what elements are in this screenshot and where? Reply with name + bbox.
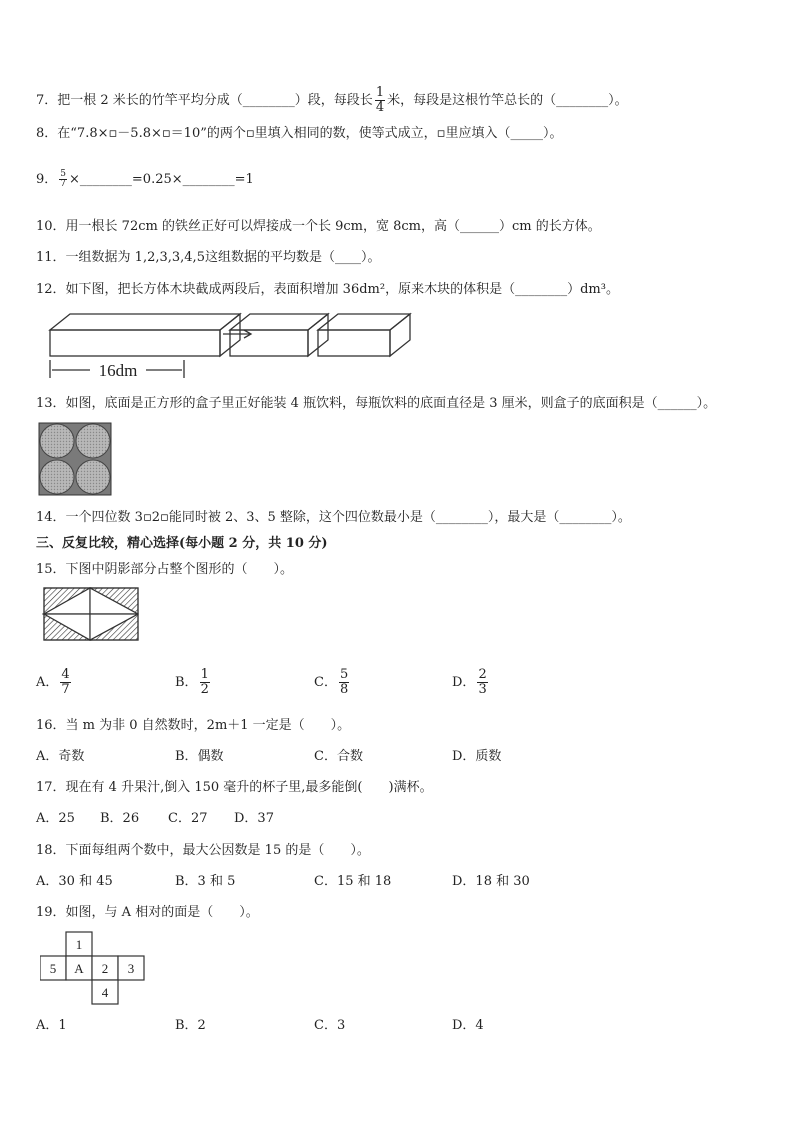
option-fraction (60, 668, 70, 697)
q18-option-b[interactable]: B．3 和 5 (175, 874, 236, 889)
long-cuboid-top (50, 314, 240, 330)
net-label-1: 1 (75, 937, 83, 952)
question-17 (36, 778, 433, 798)
q16-text: 16．当 m 为非 0 自然数时，2m＋1 一定是（ ）。 (36, 718, 351, 733)
net-label-a: A (74, 961, 84, 976)
frac-den: 3 (478, 682, 487, 697)
question-10 (36, 217, 601, 237)
piece2-side (390, 314, 410, 356)
net-label-2: 2 (101, 961, 109, 976)
net-label-3: 3 (127, 961, 135, 976)
q18-text: 18．下面每组两个数中，最大公因数是 15 的是（ ）。 (36, 843, 370, 858)
q16-option-b[interactable]: B．偶数 (175, 749, 224, 764)
q8-text: 8．在“7.8×▫－5.8×▫＝10”的两个▫里填入相同的数，使等式成立，▫里应填入（_____）。 (36, 126, 563, 141)
bottle-bottom-right (76, 460, 110, 494)
net-label-5: 5 (49, 961, 57, 976)
option-label: B． (175, 675, 198, 690)
q17-option-c[interactable]: C．27 (168, 811, 208, 826)
shaded-rectangle-figure (42, 586, 142, 642)
q19-option-d[interactable]: D．4 (452, 1018, 484, 1033)
q13-text: 13．如图，底面是正方形的盒子里正好能装 4 瓶饮料，每瓶饮料的底面直径是 3 厘米，则盒子的底面积是（______）。 (36, 396, 717, 411)
question-11 (36, 248, 380, 268)
question-8 (36, 124, 562, 144)
section-3-heading (36, 534, 328, 554)
q10-text: 10．用一根长 72cm 的铁丝正好可以焊接成一个长 9cm，宽 8cm，高（______）cm 的长方体。 (36, 219, 601, 234)
question-7 (36, 86, 628, 115)
piece2-top (318, 314, 410, 330)
q18-option-d[interactable]: D．18 和 30 (452, 874, 530, 889)
q7-text-post: 米，每段是这根竹竿总长的（________）。 (387, 93, 628, 108)
q17-option-b[interactable]: B．26 (100, 811, 140, 826)
question-14 (36, 508, 631, 528)
q19-option-a[interactable]: A．1 (36, 1018, 67, 1033)
q17-option-d[interactable]: D．37 (234, 811, 274, 826)
option-label: A． (36, 675, 59, 690)
piece2-front (318, 330, 390, 356)
q9-text-pre: 9． (36, 172, 58, 187)
question-12 (36, 280, 619, 300)
q16-option-c[interactable]: C．合数 (314, 749, 363, 764)
q15-option-b[interactable] (175, 668, 212, 697)
q11-text: 11．一组数据为 1,2,3,3,4,5这组数据的平均数是（____）。 (36, 250, 381, 265)
q15-text: 15．下图中阴影部分占整个图形的（ ）。 (36, 562, 294, 577)
option-fraction (477, 668, 487, 697)
question-9 (36, 170, 254, 190)
q9-frac-den: 7 (60, 179, 67, 189)
section-3-title: 三、反复比较，精心选择(每小题 2 分，共 10 分) (36, 536, 328, 551)
cuboid-cut-figure (40, 308, 420, 384)
bottles-in-box-figure (38, 422, 112, 496)
q7-frac-den: 4 (375, 100, 385, 115)
frac-den: 7 (61, 682, 70, 697)
bottle-top-left (40, 424, 74, 458)
q17-option-a[interactable]: A．25 (36, 811, 75, 826)
net-label-4: 4 (101, 985, 109, 1000)
option-label: C． (314, 675, 337, 690)
question-19 (36, 903, 259, 923)
q16-option-d[interactable]: D．质数 (452, 749, 502, 764)
frac-den: 8 (339, 682, 349, 697)
dimension-label: 16dm (98, 361, 138, 380)
q19-text: 19．如图，与 A 相对的面是（ ）。 (36, 905, 259, 920)
option-label: D． (452, 675, 476, 690)
q12-text: 12．如下图，把长方体木块截成两段后，表面积增加 36dm²，原来木块的体积是（________）dm³。 (36, 282, 619, 297)
frac-num: 5 (339, 667, 349, 682)
bottle-top-right (76, 424, 110, 458)
q7-fraction (375, 86, 385, 115)
frac-num: 4 (61, 667, 70, 682)
q9-text-post: ×________=0.25×________=1 (69, 172, 254, 187)
frac-num: 1 (200, 667, 209, 682)
q14-text: 14．一个四位数 3▫2▫能同时被 2、3、5 整除，这个四位数最小是（________），最大是（________）。 (36, 510, 631, 525)
q16-option-a[interactable]: A．奇数 (36, 749, 85, 764)
q15-option-a[interactable] (36, 668, 73, 697)
cube-net-figure (40, 930, 146, 1008)
question-13 (36, 394, 716, 414)
option-fraction (200, 668, 210, 697)
question-15 (36, 560, 293, 580)
bottle-bottom-left (40, 460, 74, 494)
q15-option-d[interactable] (452, 668, 490, 697)
question-16 (36, 716, 350, 736)
piece1-top (230, 314, 328, 330)
q7-frac-num: 1 (375, 85, 385, 100)
frac-den: 2 (200, 682, 209, 697)
question-18 (36, 841, 370, 861)
q7-text-pre: 7．把一根 2 米长的竹竿平均分成（________）段，每段长 (36, 93, 373, 108)
q18-option-a[interactable]: A．30 和 45 (36, 874, 113, 889)
option-fraction (339, 668, 349, 697)
q9-fraction (59, 170, 67, 189)
q15-option-c[interactable] (314, 668, 351, 697)
q19-option-c[interactable]: C．3 (314, 1018, 346, 1033)
q19-option-b[interactable]: B．2 (175, 1018, 206, 1033)
long-cuboid-front (50, 330, 220, 356)
q17-text: 17．现在有 4 升果汁,倒入 150 毫升的杯子里,最多能倒( )满杯。 (36, 780, 433, 795)
q9-frac-num: 5 (60, 169, 67, 179)
frac-num: 2 (478, 667, 487, 682)
q18-option-c[interactable]: C．15 和 18 (314, 874, 392, 889)
